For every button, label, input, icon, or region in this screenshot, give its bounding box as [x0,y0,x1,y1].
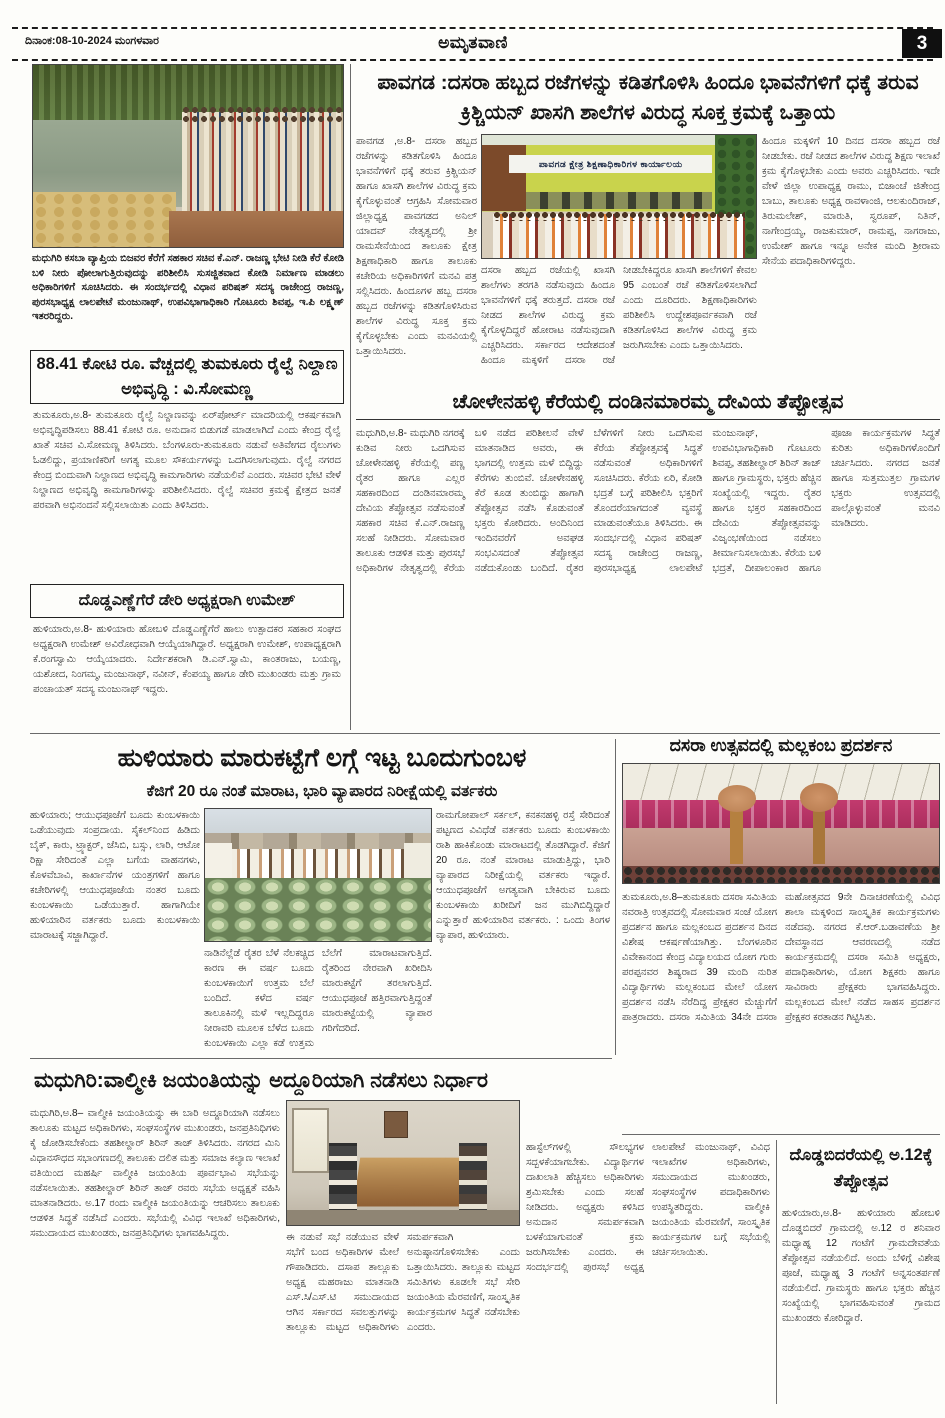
office-name-banner: ಪಾವಗಡ ಕ್ಷೇತ್ರ ಶಿಕ್ಷಣಾಧಿಕಾರಿಗಳ ಕಾರ್ಯಾಲಯ [509,155,712,173]
headline-valmiki-jayanti: ಮಧುಗಿರಿ:ವಾಲ್ಮೀಕಿ ಜಯಂತಿಯನ್ನು ಅದ್ದೂರಿಯಾಗಿ ನಡೆಸಲು ನಿರ್ಧಾರ [34,1069,489,1092]
conference-table [353,1158,467,1206]
photo-mallakamba-performance [622,763,940,884]
page-number: 3 [916,33,928,54]
headline-dairy-president: ದೊಡ್ಡಎಣ್ಣೆಗೆರೆ ಡೇರಿ ಅಧ್ಯಕ್ಷರಾಗಿ ಉಮೇಶ್ [30,584,344,618]
photo-gourd-pile-market [204,808,432,942]
column-rule-left [350,64,351,730]
stage-floor [623,828,939,868]
article-lead-school-protest: ಪಾವಗಡ ,ಅ.8- ದಸರಾ ಹಬ್ಬದ ರಜೆಗಳನ್ನು ಕಡಿತಗೊಳಿಸಿ ಹಿಂದೂ ಭಾವನೆಗಳಿಗೆ ಧಕ್ಕೆ ತರುವ ಕ್ರಿಶ್ಚಿಯನ್ ಹಾಗೂ ಖಾಸಗಿ ಶಾಲೆಗಳ ವಿರುದ್ಧ ಕ್ರಮ ಕೈಗೊಳ್ಳುವಂತೆ ಆಗ್ರಹಿಸಿ ಸೋಮವಾರ ಜಿಲ್ಲಾಧ್ಯಕ್ಷ ಪಾವಗಡದ ಅನಿಲ್ ಯಾದವ್ ನೇತೃತ್ವದಲ್ಲಿ ಶ್ರೀ ರಾಮಸೇನೆಯಿಂದ ತಾಲೂಕು ಕ್ಷೇತ್ರ ಶಿಕ್ಷಣಾಧಿಕಾರಿ ಹಾಗೂ ತಾಲೂಕು ಕಚೇರಿಯ ಅಧಿಕಾರಿಗಳಿಗೆ ಮನವಿ ಪತ್ರ ಸಲ್ಲಿಸಿದರು. ಹಿಂದೂಗಳ ಹಬ್ಬ ದಸರಾ ಹಬ್ಬದ ರಜೆಗಳನ್ನು ಕಡಿತಗೊಳಿಸಿರುವ ಶಾಲೆಗಳ ವಿರುದ್ಧ ಸೂಕ್ತ ಕ್ರಮ ಕೈಗೊಳ್ಳಬೇಕು ಎಂದು ಮನವಿಯಲ್ಲಿ ಒತ್ತಾಯಿಸಿದರು. [356,136,477,357]
section-rule-valmiki-top [30,1058,612,1059]
article-body-lake-teppotsava: ಮಧುಗಿರಿ,ಅ.8- ಮಧುಗಿರಿ ನಗರಕ್ಕೆ ಕುಡಿವ ನೀರು ಒದಗಿಸುವ ಚೋಳೇನಹಳ್ಳಿ ಕೆರೆಯಲ್ಲಿ ಪಣ್ಣ ರೈತರ ಹಾಗೂ ಎಲ್ಲರ ಸಹಕಾರದಿಂದ ದಂಡಿನಮಾರಮ್ಮ ದೇವಿಯ ತೆಪ್ಪೋತ್ಸವ ನಡೆಸುವಂತೆ ಸಹಕಾರ ಸಚಿವ ಕೆ.ಎನ್.ರಾಜಣ್ಣ ಸಲಹೆ ನೀಡಿದರು. ಸೋಮವಾರ ತಾಲೂಕು ಆಡಳಿತ ಮತ್ತು ಪುರಸಭೆ ಅಧಿಕಾರಿಗಳ ನೇತೃತ್ವದಲ್ಲಿ ಕೆರೆಯ ಬಳಿ ನಡೆದ ಪರಿಶೀಲನೆ ವೇಳೆ ಮಾತನಾಡಿದ ಅವರು, ಈ ಭಾಗದಲ್ಲಿ ಉತ್ತಮ ಮಳೆ ಬಿದ್ದಿದ್ದು ಕೆರೆಗಳು ತುಂಬಿವೆ. ಚೋಳೇನಹಳ್ಳಿ ಕೆರೆ ಕೂಡ ತುಂಬಿದ್ದು ಹಾಗಾಗಿ ತೆಪ್ಪೋತ್ಸವ ನಡೆಸಿ ಕೊಡುವಂತೆ ಭಕ್ತರು ಕೋರಿದರು. ಅಂದಿನಿಂದ ಇಂದಿನವರೆಗೆ ಅವಘಡ ಸಂಭವಿಸದಂತೆ ತೆಪ್ಪೋತ್ಸವ ನಡೆದುಕೊಂಡು ಬಂದಿದೆ. ರೈತರ ಬೆಳೆಗಳಿಗೆ ನೀರು ಒದಗಿಸುವ ಕೆರೆಯ ತೆಪ್ಪೋತ್ಸವಕ್ಕೆ ಸಿದ್ಧತೆ ನಡೆಸುವಂತೆ ಅಧಿಕಾರಿಗಳಿಗೆ ಸೂಚಿಸಿದರು. ಕೆರೆಯ ಏರಿ, ಕೋಡಿ ಭದ್ರತೆ ಬಗ್ಗೆ ಪರಿಶೀಲಿಸಿ ಭಕ್ತರಿಗೆ ತೊಂದರೆಯಾಗದಂತೆ ವ್ಯವಸ್ಥೆ ಮಾಡುವಂತೆಯೂ ತಿಳಿಸಿದರು. ಈ ಸಂದರ್ಭದಲ್ಲಿ ವಿಧಾನ ಪರಿಷತ್ ಸದಸ್ಯ ರಾಜೇಂದ್ರ ರಾಜಣ್ಣ, ಪುರಸಭಾಧ್ಯಕ್ಷ ಲಾಲಪೇಟೆ ಮಂಜುನಾಥ್, ಉಪವಿಭಾಗಾಧಿಕಾರಿ ಗೊಟೂರು ಶಿವಪ್ಪ, ತಹಶೀಲ್ದಾರ್ ಶಿರಿನ್ ತಾಜ್ ಹಾಗೂ ಗ್ರಾಮಸ್ಥರು, ಭಕ್ತರು ಹೆಚ್ಚಿನ ಸಂಖ್ಯೆಯಲ್ಲಿ ಇದ್ದರು. ರೈತರ ಹಾಗೂ ಭಕ್ತರ ಸಹಕಾರದಿಂದ ದೇವಿಯ ತೆಪ್ಪೋತ್ಸವವನ್ನು ವಿಜೃಂಭಣೆಯಿಂದ ನಡೆಸಲು ತೀರ್ಮಾನಿಸಲಾಯಿತು. ಕೆರೆಯ ಬಳಿ ಭದ್ರತೆ, ದೀಪಾಲಂಕಾರ ಹಾಗೂ ಪೂಜಾ ಕಾರ್ಯಕ್ರಮಗಳ ಸಿದ್ಧತೆ ಕುರಿತು ಅಧಿಕಾರಿಗಳೊಂದಿಗೆ ಚರ್ಚಿಸಿದರು. ನಗರದ ಜನತೆ ಹಾಗೂ ಸುತ್ತಮುತ್ತಲ ಗ್ರಾಮಗಳ ಭಕ್ತರು ಉತ್ಸವದಲ್ಲಿ ಪಾಲ್ಗೊಳ್ಳುವಂತೆ ಮನವಿ ಮಾಡಿದರು. [356,428,940,574]
crowd-of-officials [182,112,343,214]
dirt-path [169,211,343,247]
column-rule-bottom-left [615,739,616,1055]
performer-left [718,785,756,811]
header-bottom-dashed-rule [12,59,933,61]
article-body-school-under-photo: ದಸರಾ ಹಬ್ಬದ ರಜೆಯಲ್ಲಿ ಖಾಸಗಿ ಶಾಲೆಗಳು ತರಗತಿ ನಡೆಸುವುದು ಹಿಂದೂ ಭಾವನೆಗಳಿಗೆ ಧಕ್ಕೆ ತರುತ್ತದೆ. ದಸರಾ ರಜೆ ನೀಡದ ಶಾಲೆಗಳ ವಿರುದ್ಧ ಕ್ರಮ ಕೈಗೊಳ್ಳದಿದ್ದರೆ ಹೋರಾಟ ನಡೆಸುವುದಾಗಿ ಎಚ್ಚರಿಸಿದರು. ಸರ್ಕಾರದ ಆದೇಶದಂತೆ ಹಿಂದೂ ಮಕ್ಕಳಿಗೆ ದಸರಾ ರಜೆ ನೀಡಬೇಕಿದ್ದರೂ ಖಾಸಗಿ ಶಾಲೆಗಳಿಗೆ ಕೇವಲ 95 ಎಂಬಂತೆ ರಜೆ ಕಡಿತಗೊಳಿಸಲಾಗಿದೆ ಎಂದು ದೂರಿದರು. ಶಿಕ್ಷಣಾಧಿಕಾರಿಗಳು ಪರಿಶೀಲಿಸಿ ಉದ್ದೇಶಪೂರ್ವಕವಾಗಿ ರಜೆ ಕಡಿತಗೊಳಿಸಿದ ಶಾಲೆಗಳ ವಿರುದ್ಧ ಕ್ರಮ ಜರುಗಿಸಬೇಕು ಎಂದು ಒತ್ತಾಯಿಸಿದರು. [481,265,757,366]
article-body-school-right-column: ಹಿಂದೂ ಮಕ್ಕಳಿಗೆ 10 ದಿನದ ದಸರಾ ಹಬ್ಬದ ರಜೆ ನೀಡಬೇಕು. ರಜೆ ನೀಡದ ಶಾಲೆಗಳ ವಿರುದ್ಧ ಶಿಕ್ಷಣ ಇಲಾಖೆ ಕ್ರಮ ಕೈಗೊಳ್ಳಬೇಕು ಎಂದು ಅವರು ಎಚ್ಚರಿಸಿದರು. ಇದೇ ವೇಳೆ ಜಿಲ್ಲಾ ಉಪಾಧ್ಯಕ್ಷ ರಾಮು, ಬಿಜಾಂಚೆ ಜಿತೇಂದ್ರ ಬಾಬು, ತಾಲೂಕು ಅಧ್ಯಕ್ಷ ರಾವಳಾಂಜಿ, ಆಲಕುಂದಿರಾಜ್, ತಿರುಮಲೇಶ್, ಮಾರುತಿ, ಸ್ವರೂಪ್, ನಿತಿನ್, ನಾಗೇಂದ್ರಯ್ಯ, ರಾಜಕುಮಾರ್, ರಾಮಪ್ಪ, ನಾಗರಾಜು, ಉಮೇಶ್ ಹಾಗೂ ಇನ್ನೂ ಅನೇಕ ಮಂದಿ ಶ್ರೀರಾಮ ಸೇನೆಯ ಪದಾಧಿಕಾರಿಗಳಿದ್ದರು. [762,136,940,267]
sky [205,809,431,835]
article-body-valmiki-right: ಹಾಸ್ಟೆಲ್‌ಗಳಲ್ಲಿ ಸೌಲಭ್ಯಗಳ ಸದ್ಬಳಕೆಯಾಗಬೇಕು. ವಿದ್ಯಾರ್ಥಿಗಳ ದಾಖಲಾತಿ ಹೆಚ್ಚಿಸಲು ಅಧಿಕಾರಿಗಳು ಶ್ರಮಿಸಬೇಕು ಎಂದು ಸಲಹೆ ನೀಡಿದರು. ಅಧ್ಯಕ್ಷರು ಕಳಿಸಿದ ಅನುದಾನ ಸಮರ್ಪಕವಾಗಿ ಬಳಕೆಯಾಗುವಂತೆ ಕ್ರಮ ಜರುಗಿಸಬೇಕು ಎಂದರು. ಈ ಸಂದರ್ಭದಲ್ಲಿ ಪುರಸಭೆ ಅಧ್ಯಕ್ಷ ಲಾಲಪೇಟೆ ಮಂಜುನಾಥ್, ವಿವಿಧ ಇಲಾಖೆಗಳ ಅಧಿಕಾರಿಗಳು, ಸಮುದಾಯದ ಮುಖಂಡರು, ಸಂಘಸಂಸ್ಥೆಗಳ ಪದಾಧಿಕಾರಿಗಳು ಉಪಸ್ಥಿತರಿದ್ದರು. ವಾಲ್ಮೀಕಿ ಜಯಂತಿಯ ಮೆರವಣಿಗೆ, ಸಾಂಸ್ಕೃತಿಕ ಕಾರ್ಯಕ್ರಮಗಳ ಬಗ್ಗೆ ಸಭೆಯಲ್ಲಿ ಚರ್ಚಿಸಲಾಯಿತು. [526,1142,770,1273]
sandbag-pile [33,192,176,247]
attendees-right [459,1143,487,1217]
article-body-gourd-right: ರಾಮಗೋಪಾಲ್ ಸರ್ಕಲ್, ಕನಕನಹಳ್ಳಿ ರಸ್ತೆ ಸೇರಿದಂತೆ ಪಟ್ಟಣದ ವಿವಿಧೆಡೆ ವರ್ತಕರು ಬೂದು ಕುಂಬಳಕಾಯಿ ರಾಶಿ ಹಾಕಿಕೊಂಡು ಮಾರಾಟದಲ್ಲಿ ತೊಡಗಿದ್ದಾರೆ. ಕೆಜಿಗೆ 20 ರೂ. ನಂತೆ ಮಾರಾಟ ಮಾಡುತ್ತಿದ್ದು, ಭಾರಿ ವ್ಯಾಪಾರದ ನಿರೀಕ್ಷೆಯಲ್ಲಿ ವರ್ತಕರು ಇದ್ದಾರೆ. ಆಯುಧಪೂಜೆಗೆ ಅಗತ್ಯವಾಗಿ ಬೇಕಿರುವ ಬೂದು ಕುಂಬಳಕಾಯಿ ಖರೀದಿಗೆ ಜನ ಮುಗಿಬಿದ್ದಿದ್ದಾರೆ ಎನ್ನುತ್ತಾರೆ ಹುಳಿಯಾರಿನ ವರ್ತಕರು. : ಒಂದು ತಿಂಗಳ ವ್ಯಾಪಾರ, ಹುಳಿಯಾರು. [436,810,610,941]
article-body-dairy: ಹುಳಿಯಾರು,ಅ.8- ಹುಳಿಯಾರು ಹೋಬಳಿ ದೊಡ್ಡಎಣ್ಣೆಗೆರೆ ಹಾಲು ಉತ್ಪಾದಕರ ಸಹಕಾರ ಸಂಘದ ಅಧ್ಯಕ್ಷರಾಗಿ ಉಮೇಶ್ ಅವಿರೋಧವಾಗಿ ಆಯ್ಕೆಯಾಗಿದ್ದಾರೆ. ಅಧ್ಯಕ್ಷರಾಗಿ ಉಮೇಶ್, ಉಪಾಧ್ಯಕ್ಷರಾಗಿ ಕೆ.ರಂಗಸ್ವಾಮಿ ಆಯ್ಕೆಯಾದರು. ನಿರ್ದೇಶಕರಾಗಿ ಡಿ.ಎನ್.ಸ್ವಾಮಿ, ಕಾಂತರಾಜು, ಬಯಣ್ಣ, ಯಶೋದ, ನಿಂಗಮ್ಮ, ಮಂಜುನಾಥ್, ನವೀನ್, ಕೆಂಪಯ್ಯ ಹಾಗೂ ಡೇರಿ ಮುಖಂಡರು ಮತ್ತು ಗ್ರಾಮ ಪಂಚಾಯತ್ ಸದಸ್ಯ ಮಂಜುನಾಥ್ ಇದ್ದರು. [33,624,341,695]
edition-date: ದಿನಾಂಕ:08-10-2024 ಮಂಗಳವಾರ [25,35,159,47]
headline-lake-teppotsava: ಚೋಳೇನಹಳ್ಳಿ ಕೆರೆಯಲ್ಲಿ ದಂಡಿನಮಾರಮ್ಮ ದೇವಿಯ ತೆಪ್ಪೋತ್ಸವ [356,386,940,420]
article-body-gourd-left: ಹುಳಿಯಾರು; ಆಯುಧಪೂಜೆಗೆ ಬೂದು ಕುಂಬಳಕಾಯಿ ಒಡೆಯುವುದು ಸಂಪ್ರದಾಯ. ಸೈಕಲ್‌ನಿಂದ ಹಿಡಿದು ಬೈಕ್, ಕಾರು, ಟ್ರ್ಯಾಕ್ಟರ್, ಜೆಸಿಬಿ, ಬಸ್ಸು, ಲಾರಿ, ಆಟೋ ರಿಕ್ಷಾ ಸೇರಿದಂತೆ ಎಲ್ಲಾ ಬಗೆಯ ವಾಹನಗಳು, ಕೊಳವೆಬಾವಿ, ಕಾರ್ಖಾನೆಗಳ ಯಂತ್ರಗಳಿಗೆ ಹಾಗೂ ಕಚೇರಿಗಳಲ್ಲಿ ಆಯುಧಪೂಜೆಯ ನಂತರ ಬೂದು ಕುಂಬಳಕಾಯಿ ಒಡೆಯುತ್ತಾರೆ. ಹಾಗಾಗಿಯೇ ಹುಳಿಯಾರಿನ ವರ್ತಕರು ಬೂದು ಕುಂಬಳಕಾಯಿ ಮಾರಾಟಕ್ಕೆ ಸಜ್ಜಾಗಿದ್ದಾರೆ. [30,810,200,941]
photo-education-office [481,134,757,259]
performer-right [800,783,838,812]
attendees-left [329,1143,357,1217]
wall-portrait [384,1111,407,1138]
article-body-railway: ತುಮಕೂರು,ಅ.8- ತುಮಕೂರು ರೈಲ್ವೆ ನಿಲ್ದಾಣವನ್ನು ಏರ್‌ಪೋರ್ಟ್ ಮಾದರಿಯಲ್ಲಿ ಆಕರ್ಷಕವಾಗಿ ಅಭಿವೃದ್ಧಿಪಡಿಸಲು 88.41 ಕೋಟಿ ರೂ. ಅನುದಾನ ಬಿಡುಗಡೆ ಮಾಡಲಾಗಿದೆ ಎಂದು ಕೇಂದ್ರ ರೈಲ್ವೆ ಖಾತೆ ಸಚಿವ ವಿ.ಸೋಮಣ್ಣ ತಿಳಿಸಿದರು. ಬೆಂಗಳೂರು-ತುಮಕೂರು ನಡುವೆ ಅತಿವೇಗದ ರೈಲುಗಳು ಓಡಲಿದ್ದು, ಪ್ರಯಾಣಿಕರಿಗೆ ಅಗತ್ಯ ಮೂಲ ಸೌಕರ್ಯಗಳನ್ನು ಒದಗಿಸಲಾಗುವುದು. ರೈಲ್ವೆ ನಗರದ ಕೇಂದ್ರ ಬಿಂದುವಾಗಿ ನಿಲ್ದಾಣದ ಅಭಿವೃದ್ಧಿ ಕಾಮಗಾರಿಗಳು ನಡೆಯಲಿವೆ ಎಂದರು. ಸಚಿವರ ಭೇಟಿ ವೇಳೆ ನಿಲ್ದಾಣದ ಅಭಿವೃದ್ಧಿ ಕಾಮಗಾರಿಗಳನ್ನು ಪರಿಶೀಲಿಸಿದರು. ರೈಲ್ವೆ ಸಚಿವರ ಕ್ರಮಕ್ಕೆ ಕ್ಷೇತ್ರದ ಜನತೆ ಪರವಾಗಿ ಅಭಿನಂದನೆ ಸಲ್ಲಿಸಲಾಯಿತು ಎಂದು ತಿಳಿಸಿದರು. [33,410,341,511]
meeting-room-floor [287,1210,519,1225]
subheadline-gourd-market: ಕೆಜಿಗೆ 20 ರೂ ನಂತೆ ಮಾರಾಟ, ಭಾರಿ ವ್ಯಾಪಾರದ ನಿರೀಕ್ಷೆಯಲ್ಲಿ ವರ್ತಕರು [146,783,498,800]
article-body-mallakamba: ತುಮಕೂರು,ಅ.8–ತುಮಕೂರು ದಸರಾ ಸಮಿತಿಯ ನವರಾತ್ರಿ ಉತ್ಸವದಲ್ಲಿ ಸೋಮವಾರ ಸಂಜೆ ಯೋಗ ಪ್ರದರ್ಶನ ಹಾಗೂ ಮಲ್ಲಕಂಬದ ಪ್ರದರ್ಶನ ದಿನದ ವಿಶೇಷ ಆಕರ್ಷಣೆಯಾಗಿತ್ತು. ಬೆಂಗಳೂರಿನ ವಿವೇಕಾನಂದ ಕೇಂದ್ರ ವಿದ್ಯಾಲಯದ ಯೋಗ ಗುರು ಪರಪ್ಪನವರ ಶಿಷ್ಯರಾದ 39 ಮಂದಿ ನುರಿತ ವಿದ್ಯಾರ್ಥಿಗಳು ಮಲ್ಲಕಂಬದ ಮೇಲೆ ಯೋಗ ಪ್ರದರ್ಶನ ನಡೆಸಿ ನೆರೆದಿದ್ದ ಪ್ರೇಕ್ಷಕರ ಮೆಚ್ಚುಗೆಗೆ ಪಾತ್ರರಾದರು. ದಸರಾ ಸಮಿತಿಯ 34ನೇ ದಸರಾ ಮಹೋತ್ಸವದ 9ನೇ ದಿನಾಚರಣೆಯಲ್ಲಿ ವಿವಿಧ ಶಾಲಾ ಮಕ್ಕಳಿಂದ ಸಾಂಸ್ಕೃತಿಕ ಕಾರ್ಯಕ್ರಮಗಳು ನಡೆದವು. ನಗರದ ಕೆ.ಆರ್.ಬಡಾವಣೆಯ ಶ್ರೀ ದೇವಸ್ಥಾನದ ಆವರಣದಲ್ಲಿ ನಡೆದ ಕಾರ್ಯಕ್ರಮದಲ್ಲಿ ದಸರಾ ಸಮಿತಿ ಅಧ್ಯಕ್ಷರು, ಪದಾಧಿಕಾರಿಗಳು, ಯೋಗ ಶಿಕ್ಷಕರು ಹಾಗೂ ಸಾವಿರಾರು ಪ್ರೇಕ್ಷಕರು ಭಾಗವಹಿಸಿದ್ದರು. ಮಲ್ಲಕಂಬದ ಮೇಲೆ ನಡೆದ ಸಾಹಸ ಪ್ರದರ್ಶನ ಪ್ರೇಕ್ಷಕರ ಕರತಾಡನ ಗಿಟ್ಟಿಸಿತು. [622,892,940,1023]
crowd-heads [182,105,343,123]
audience-row [623,866,939,883]
people-heads [493,211,745,221]
tent-roof [623,764,939,802]
article-body-valmiki-left: ಮಧುಗಿರಿ,ಅ.8– ವಾಲ್ಮೀಕಿ ಜಯಂತಿಯನ್ನು ಈ ಬಾರಿ ಅದ್ದೂರಿಯಾಗಿ ನಡೆಸಲು ತಾಲೂಕು ಮಟ್ಟದ ಅಧಿಕಾರಿಗಳು, ಸಂಘಸಂಸ್ಥೆಗಳ ಮುಖಂಡರು, ಜನಪ್ರತಿನಿಧಿಗಳು ಕೈ ಜೋಡಿಸಬೇಕೆಂದು ತಹಶೀಲ್ದಾರ್ ಶಿರಿನ್ ತಾಜ್ ತಿಳಿಸಿದರು. ನಗರದ ಮಿನಿ ವಿಧಾನಸೌಧದ ಸಭಾಂಗಣದಲ್ಲಿ ತಾಲೂಕು ದಲಿತ ಮತ್ತು ಸಮಾಜ ಕಲ್ಯಾಣ ಇಲಾಖೆ ವತಿಯಿಂದ ಮಹರ್ಷಿ ವಾಲ್ಮೀಕಿ ಜಯಂತಿಯ ಪೂರ್ವಭಾವಿ ಸಭೆಯನ್ನು ನಡೆಸಲಾಯಿತು. ತಹಶೀಲ್ದಾರ್ ಶಿರಿನ್ ತಾಜ್ ರವರು ಸಭೆಯ ಅಧ್ಯಕ್ಷತೆ ವಹಿಸಿ ಮಾತನಾಡಿದರು. ಅ.17 ರಂದು ವಾಲ್ಮೀಕಿ ಜಯಂತಿಯನ್ನು ಆಚರಿಸಲು ತಾಲೂಕು ಆಡಳಿತ ಸಿದ್ಧತೆ ನಡೆಸಿದೆ ಎಂದರು. ಸಭೆಯಲ್ಲಿ ವಿವಿಧ ಇಲಾಖೆ ಅಧಿಕಾರಿಗಳು, ಸಮುದಾಯದ ಮುಖಂಡರು, ಜನಪ್ರತಿನಿಧಿಗಳು ಭಾಗವಹಿಸಿದ್ದರು. [30,1108,280,1239]
stage-banner [623,800,939,831]
photo-preparatory-meeting [286,1100,520,1226]
building-windows [526,192,712,209]
column-rule-teppotsava [776,1140,777,1404]
ash-gourd-pile [205,878,431,941]
headline-mallakamba: ದಸರಾ ಉತ್ಸವದಲ್ಲಿ ಮಲ್ಲಕಂಬ ಪ್ರದರ್ಶನ [669,735,893,755]
headline-railway-station: 88.41 ಕೋಟಿ ರೂ. ವೆಚ್ಚದಲ್ಲಿ ತುಮಕೂರು ರೈಲ್ವೆ ನಿಲ್ದಾಣ ಅಭಿವೃದ್ಧಿ : ವಿ.ಸೋಮಣ್ಣ [30,350,344,404]
photo-lake-inspection [32,64,344,248]
article-body-valmiki-under-photo: ಈ ನಡುವೆ ಸಭೆ ನಡೆಯುವ ವೇಳೆ ಸಭೆಗೆ ಬಂದ ಅಧಿಕಾರಿಗಳ ಮೇಲೆ ಗೌಪಾಡಿದರು. ದಸಾಪ ತಾಲ್ಲೂಕು ಅಧ್ಯಕ್ಷ ಮಹರಾಜು ಮಾತನಾಡಿ ಎಸ್.ಸಿ/ಎಸ್.ಟಿ ಸಮುದಾಯದ ಆಗಿನ ಸರ್ಕಾರದ ಸವಲತ್ತುಗಳನ್ನು ತಾಲ್ಲೂಕು ಮಟ್ಟದ ಅಧಿಕಾರಿಗಳು ಸಮರ್ಪಕವಾಗಿ ಅನುಷ್ಠಾನಗೊಳಿಸಬೇಕು ಎಂದು ಒತ್ತಾಯಿಸಿದರು. ತಾಲ್ಲೂಕು ಮಟ್ಟದ ಸಮಿತಿಗಳು ಕೂಡಲೇ ಸಭೆ ಸೇರಿ ಜಯಂತಿಯ ಮೆರವಣಿಗೆ, ಸಾಂಸ್ಕೃತಿಕ ಕಾರ್ಯಕ್ರಮಗಳ ಸಿದ್ಧತೆ ನಡೆಸಬೇಕು ಎಂದರು. [286,1232,520,1333]
photo-caption-lake-inspection: ಮಧುಗಿರಿ ಕಸಬಾ ವ್ಯಾಪ್ತಿಯ ಬಿಜವರ ಕೆರೆಗೆ ಸಹಕಾರ ಸಚಿವ ಕೆ.ಎನ್. ರಾಜಣ್ಣ ಭೇಟಿ ನೀಡಿ ಕೆರೆ ಕೋಡಿ ಬಳಿ ನೀರು ಪೋಲಾಗುತ್ತಿರುವುದನ್ನು ಪರಿಶೀಲಿಸಿ ಸುಸಜ್ಜಿತವಾದ ಕೋಡಿ ನಿರ್ಮಾಣ ಮಾಡಲು ಅಧಿಕಾರಿಗಳಿಗೆ ಸೂಚಿಸಿದರು. ಈ ಸಂದರ್ಭದಲ್ಲಿ ವಿಧಾನ ಪರಿಷತ್ ಸದಸ್ಯ ರಾಜೇಂದ್ರ ರಾಜಣ್ಣ, ಪುರಸಭಾಧ್ಯಕ್ಷ ಲಾಲಪೇಟೆ ಮಂಜುನಾಥ್, ಉಪವಿಭಾಗಾಧಿಕಾರಿ ಗೊಟೂರು ಶಿವಪ್ಪ, ಇ.ಪಿ ಲಕ್ಷ್ಮಣ್ ಇತರರಿದ್ದರು. [32,253,344,322]
window [292,1108,329,1172]
headline-gourd-market: ಹುಳಿಯಾರು ಮಾರುಕಟ್ಟೆಗೆ ಲಗ್ಗೆ ಇಟ್ಟ ಬೂದುಗುಂಬಳ [117,744,527,772]
article-body-doddabidare-teppotsava: ಹುಳಿಯಾರು,ಅ.8- ಹುಳಿಯಾರು ಹೋಬಳಿ ದೊಡ್ಡಬಿದರೆ ಗ್ರಾಮದಲ್ಲಿ ಅ.12 ರ ಶನಿವಾರ ಮಧ್ಯಾಹ್ನ 12 ಗಂಟೆಗೆ ಗ್ರಾಮದೇವತೆಯ ತೆಪ್ಪೋತ್ಸವ ನಡೆಯಲಿದೆ. ಅಂದು ಬೆಳಿಗ್ಗೆ ವಿಶೇಷ ಪೂಜೆ, ಮಧ್ಯಾಹ್ನ 3 ಗಂಟೆಗೆ ಅನ್ನಸಂತರ್ಪಣೆ ನಡೆಯಲಿದೆ. ಗ್ರಾಮಸ್ಥರು ಹಾಗೂ ಭಕ್ತರು ಹೆಚ್ಚಿನ ಸಂಖ್ಯೆಯಲ್ಲಿ ಭಾಗವಹಿಸುವಂತೆ ಗ್ರಾಮದ ಮುಖಂಡರು ಕೋರಿದ್ದಾರೆ. [782,1208,940,1324]
masthead-title: ಅಮೃತವಾಣಿ [438,33,508,52]
page-number-badge [902,29,942,58]
article-body-gourd-under-photo: ನಾಡಿನೆಲ್ಲೆಡೆ ರೈತರ ಬೆಳೆ ನೆಲಕಚ್ಚಿದ ಕಾರಣ ಈ ವರ್ಷ ಬೂದು ಕುಂಬಳಕಾಯಿಗೆ ಉತ್ತಮ ಬೆಲೆ ಬಂದಿದೆ. ಕಳೆದ ವರ್ಷ ತಾಲೂಕಿನಲ್ಲಿ ಮಳೆ ಇಲ್ಲದಿದ್ದರೂ ನೀರಾವರಿ ಮೂಲಕ ಬೆಳೆದ ಬೂದು ಕುಂಬಳಕಾಯಿ ಎಲ್ಲಾ ಕಡೆ ಉತ್ತಮ ಬೆಲೆಗೆ ಮಾರಾಟವಾಗುತ್ತಿದೆ. ರೈತರಿಂದ ನೇರವಾಗಿ ಖರೀದಿಸಿ ಮಾರುಕಟ್ಟೆಗೆ ತರಲಾಗುತ್ತಿದೆ. ಆಯುಧಪೂಜೆ ಹತ್ತಿರವಾಗುತ್ತಿದ್ದಂತೆ ಮಾರುಕಟ್ಟೆಯಲ್ಲಿ ವ್ಯಾಪಾರ ಗರಿಗೆದರಿದೆ. [204,948,432,1049]
headline-doddabidare-teppotsava: ದೊಡ್ಡಬಿದರೆಯಲ್ಲಿ ಅ.12ಕ್ಕೆ ತೆಪ್ಪೋತ್ಸವ [789,1146,933,1191]
header-top-dashed-rule [12,27,933,29]
headline-school-protest: ಪಾವಗಡ :ದಸರಾ ಹಬ್ಬದ ರಜೆಗಳನ್ನು ಕಡಿತಗೊಳಿಸಿ ಹಿಂದೂ ಭಾವನೆಗಳಿಗೆ ಧಕ್ಕೆ ತರುವ ಕ್ರಿಶ್ಚಿಯನ್ ಖಾಸಗಿ ಶಾಲೆಗಳ ವಿರುದ್ಧ ಸೂಕ್ತ ಕ್ರಮಕ್ಕೆ ಒತ್ತಾಯ [377,71,919,124]
section-rule-teppotsava-top [622,1134,940,1135]
